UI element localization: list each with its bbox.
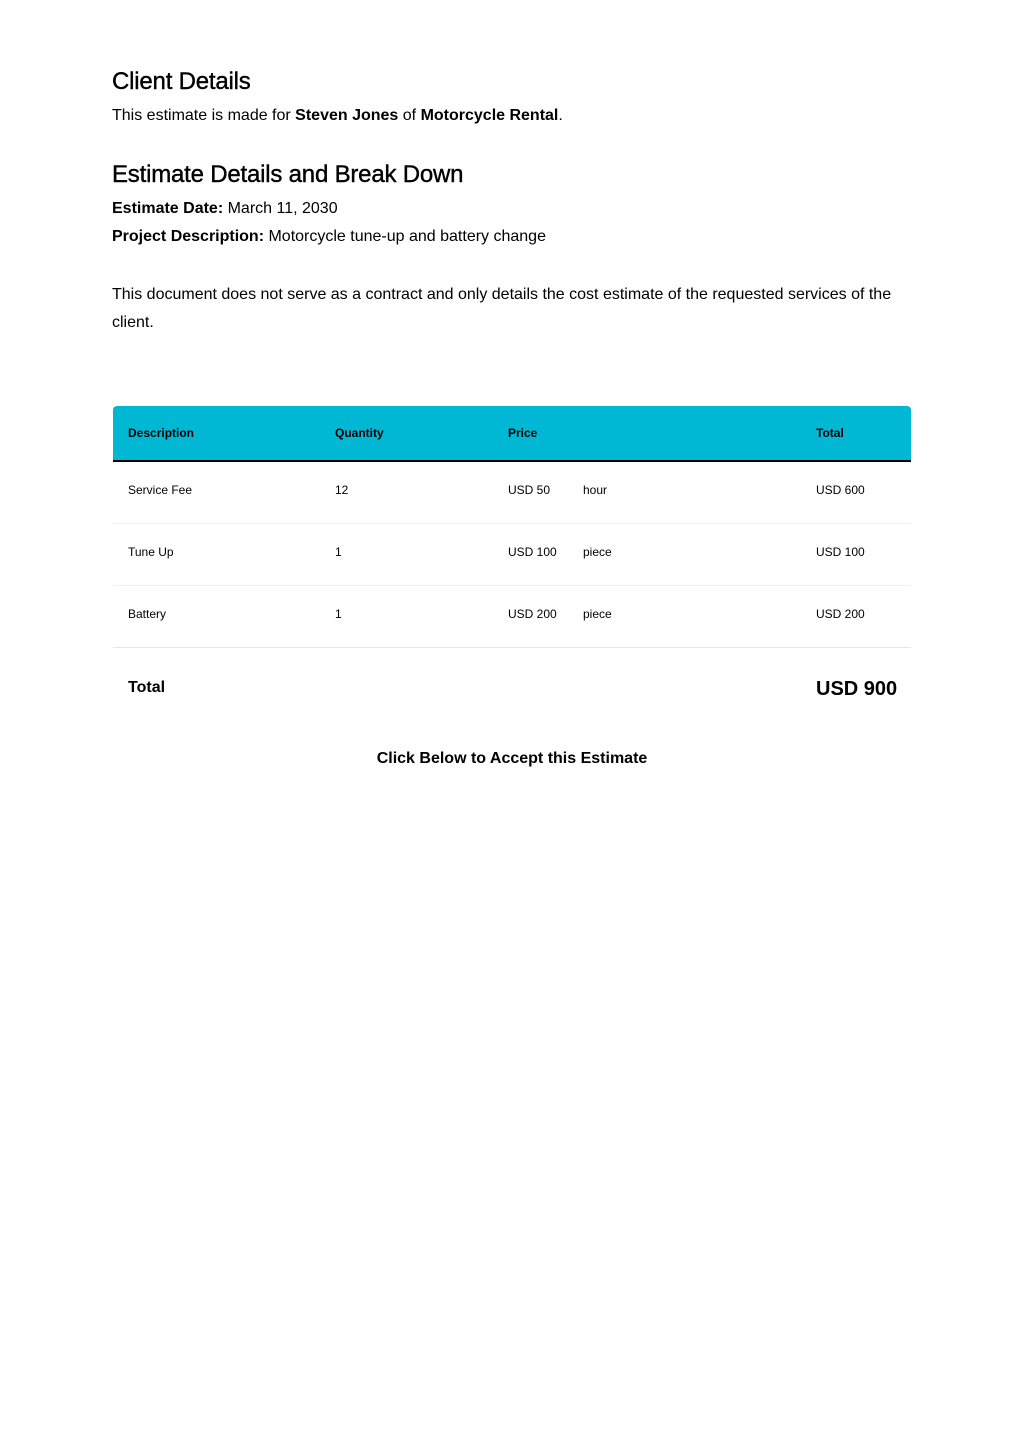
estimate-table bbox=[113, 406, 911, 728]
client-intro-suffix: . bbox=[558, 107, 563, 124]
project-description-label: Project Description: bbox=[112, 228, 265, 245]
row-unit: hour bbox=[583, 483, 608, 497]
row-price: USD 100 bbox=[508, 545, 557, 559]
header-description: Description bbox=[128, 426, 195, 440]
accept-estimate-prompt: Click Below to Accept this Estimate bbox=[376, 750, 648, 767]
row-quantity: 12 bbox=[335, 483, 349, 497]
grand-total-value: USD 900 bbox=[816, 678, 898, 700]
row-description: Battery bbox=[128, 607, 167, 621]
project-description-line bbox=[112, 225, 546, 249]
row-description: Service Fee bbox=[128, 483, 193, 497]
estimate-date-label: Estimate Date: bbox=[112, 200, 224, 217]
client-company: Motorcycle Rental bbox=[420, 107, 559, 124]
estimate-date-value: March 11, 2030 bbox=[223, 200, 338, 217]
client-connector: of bbox=[398, 107, 421, 124]
row-description: Tune Up bbox=[128, 545, 174, 559]
row-unit: piece bbox=[583, 607, 612, 621]
estimate-details-heading: Estimate Details and Break Down bbox=[112, 161, 464, 188]
estimate-date-line bbox=[112, 197, 338, 221]
row-quantity: 1 bbox=[335, 607, 342, 621]
table-row bbox=[113, 462, 911, 524]
project-description-value: Motorcycle tune-up and battery change bbox=[264, 228, 546, 245]
table-header bbox=[113, 406, 911, 462]
grand-total-label: Total bbox=[128, 679, 166, 696]
row-price: USD 200 bbox=[508, 607, 557, 621]
row-total: USD 600 bbox=[816, 483, 865, 497]
row-price: USD 50 bbox=[508, 483, 551, 497]
row-quantity: 1 bbox=[335, 545, 342, 559]
row-total: USD 200 bbox=[816, 607, 865, 621]
client-name: Steven Jones bbox=[295, 107, 399, 124]
header-total: Total bbox=[816, 426, 844, 440]
header-price: Price bbox=[508, 426, 538, 440]
client-intro bbox=[112, 104, 563, 128]
client-details-heading: Client Details bbox=[112, 68, 251, 95]
grand-total-row bbox=[113, 648, 911, 728]
header-quantity: Quantity bbox=[335, 426, 384, 440]
disclaimer-text: This document does not serve as a contract and only details the cost estimate of the requested services of the client. bbox=[112, 286, 892, 331]
row-unit: piece bbox=[583, 545, 612, 559]
client-intro-prefix: This estimate is made for bbox=[112, 107, 296, 124]
table-row bbox=[113, 524, 911, 586]
row-total: USD 100 bbox=[816, 545, 865, 559]
table-row bbox=[113, 586, 911, 648]
